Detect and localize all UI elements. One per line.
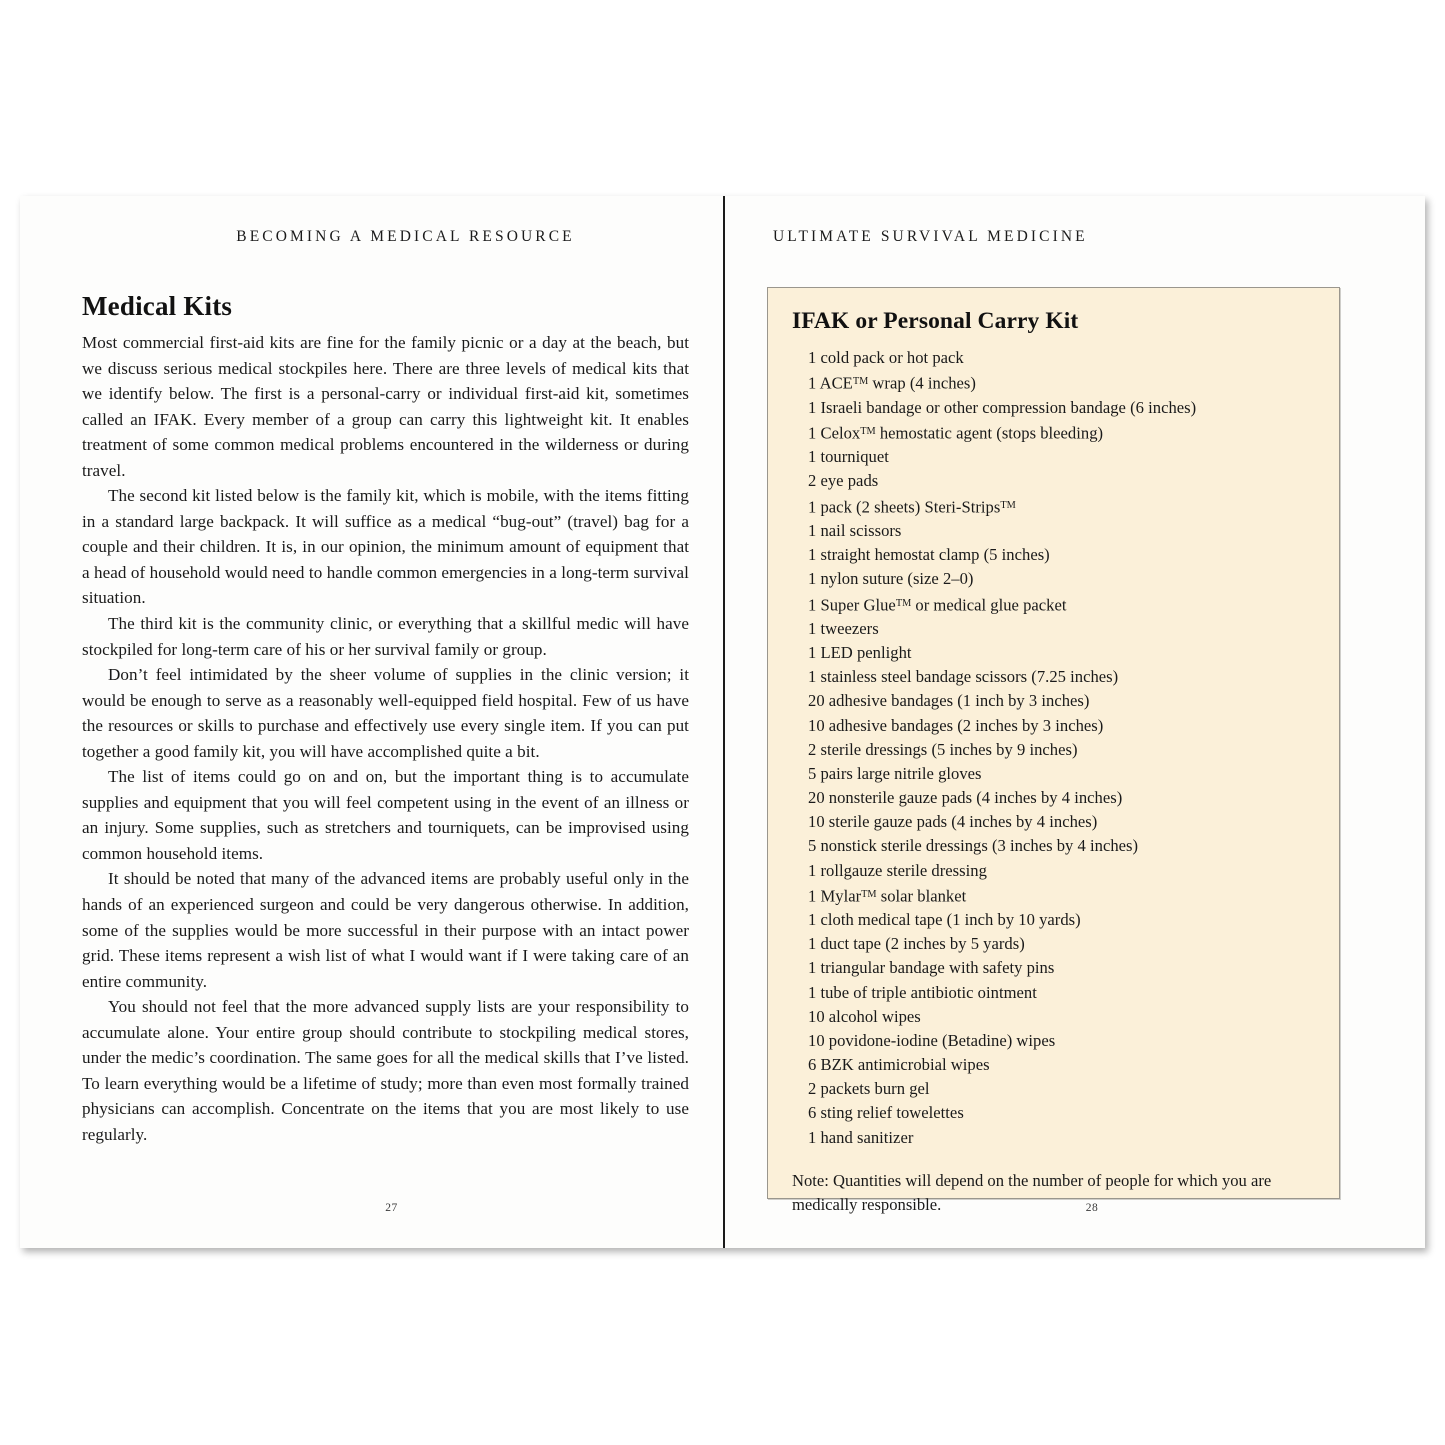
- paragraph-5: The list of items could go on and on, but the important thing is to accumulate supplies and equipment that you will feel competent using in the event of an illness or an injury. Some supplies, such as stretchers and tourniquets, can be improvised using common household items.: [82, 767, 689, 863]
- kit-list-item: 2 eye pads: [808, 471, 879, 491]
- kit-list-item: 1 stainless steel bandage scissors (7.25 inches): [808, 667, 1119, 687]
- paragraph-4: Don’t feel intimidated by the sheer volume of supplies in the clinic version; it would be enough to serve as a reasonably well-equipped field hospital. Few of us have the resources or skills to purchase and effectively use every single item. If you can put together a good family kit, you will have accomplished quite a bit.: [82, 665, 689, 761]
- kit-list-item: 1 pack (2 sheets) Steri-Strips™: [808, 496, 1016, 516]
- kit-list-item: 1 tube of triple antibiotic ointment: [808, 982, 1037, 1002]
- kit-box-title: IFAK or Personal Carry Kit: [792, 308, 1079, 334]
- paragraph-7: You should not feel that the more advanced supply lists are your responsibility to accumulate alone. Your entire group should contribute to stockpiling medical stores, under the medic’s coordination. The same goes for all the medical skills that I’ve listed. To learn everything would be a lifetime of study; more than even most formally trained physicians can accomplish. Concentrate on the items that you are most likely to use regularly.: [82, 997, 689, 1144]
- kit-list-item: 5 nonstick sterile dressings (3 inches by 4 inches): [808, 836, 1139, 856]
- open-book: [20, 196, 1425, 1248]
- folio-left: 27: [385, 1202, 398, 1214]
- kit-list-item: 1 duct tape (2 inches by 5 yards): [808, 934, 1025, 954]
- trademark-symbol: TM: [895, 597, 912, 609]
- kit-list-item: 1 triangular bandage with safety pins: [808, 958, 1055, 978]
- running-head-right: ULTIMATE SURVIVAL MEDICINE: [773, 228, 1088, 245]
- kit-list-item: 1 nylon suture (size 2–0): [808, 569, 974, 589]
- running-head-left: BECOMING A MEDICAL RESOURCE: [236, 228, 575, 245]
- kit-list-item: 6 sting relief towelettes: [808, 1103, 964, 1123]
- page-title: Medical Kits: [82, 291, 233, 321]
- page-right: [723, 196, 1425, 1248]
- kit-list-item: 20 nonsterile gauze pads (4 inches by 4 inches): [808, 788, 1123, 808]
- kit-list-item: 1 Israeli bandage or other compression bandage (6 inches): [808, 397, 1197, 417]
- kit-list-item: 5 pairs large nitrile gloves: [808, 763, 982, 783]
- kit-list-item: 1 rollgauze sterile dressing: [808, 860, 987, 880]
- kit-item-list: [808, 346, 1319, 1150]
- paragraph-2: The second kit listed below is the family kit, which is mobile, with the items fitting in a standard large backpack. It will suffice as a medical “bug-out” (travel) bag for a couple and their children. It is, in our opinion, the minimum amount of equipment that a head of household would need to handle common emergencies in a long-term survival situation.: [82, 486, 689, 608]
- kit-list-item: 2 packets burn gel: [808, 1079, 930, 1099]
- kit-list-item: 1 LED penlight: [808, 643, 912, 663]
- kit-list-item: 1 Mylar™ solar blanket: [808, 886, 967, 905]
- kit-list-item: 2 sterile dressings (5 inches by 9 inches): [808, 739, 1078, 759]
- trademark-symbol: TM: [852, 376, 869, 388]
- kit-list-item: 1 tweezers: [808, 618, 879, 638]
- kit-list-item: 10 povidone-iodine (Betadine) wipes: [808, 1030, 1056, 1050]
- kit-list-item: 10 alcohol wipes: [808, 1006, 921, 1026]
- kit-list-item: 1 nail scissors: [808, 521, 902, 541]
- kit-list-item: 1 cloth medical tape (1 inch by 10 yards): [808, 910, 1081, 930]
- kit-box-note: Note: Quantities will depend on the number of people for which you are medically responsible.: [792, 1170, 1272, 1215]
- kit-list-item: 10 adhesive bandages (2 inches by 3 inches): [808, 715, 1104, 735]
- kit-list-item: 10 sterile gauze pads (4 inches by 4 inches): [808, 812, 1098, 832]
- kit-list-item: 1 cold pack or hot pack: [808, 348, 964, 367]
- paragraph-3: The third kit is the community clinic, or everything that a skillful medic will have stockpiled for long-term care of his or her survival family or group.: [82, 614, 689, 659]
- paragraph-1: Most commercial first-aid kits are fine for the family picnic or a day at the beach, but we discuss serious medical stockpiles here. There are three levels of medical kits that we identify below. The first is a personal-carry or individual first-aid kit, sometimes called an IFAK. Every member of a group can carry this lightweight kit. It enables treatment of some common medical problems encountered in the wilderness or during travel.: [82, 333, 689, 480]
- kit-list-item: 20 adhesive bandages (1 inch by 3 inches): [808, 691, 1090, 711]
- kit-list-item: 1 ACE™ wrap (4 inches): [808, 373, 976, 393]
- folio-right: 28: [1085, 1202, 1099, 1214]
- kit-list-item: 1 Celox™ hemostatic agent (stops bleeding): [808, 423, 1104, 443]
- trademark-symbol: TM: [860, 425, 876, 437]
- kit-list-item: 6 BZK antimicrobial wipes: [808, 1055, 990, 1075]
- trademark-symbol: TM: [1000, 499, 1016, 511]
- trademark-symbol: TM: [861, 888, 877, 900]
- page-left: [20, 196, 723, 1248]
- kit-list-item: 1 Super Glue™ or medical glue packet: [808, 594, 1067, 614]
- kit-list-item: 1 hand sanitizer: [808, 1127, 914, 1147]
- kit-list-item: 1 straight hemostat clamp (5 inches): [808, 545, 1050, 565]
- kit-list-item: 1 tourniquet: [808, 447, 889, 467]
- paragraph-6: It should be noted that many of the advanced items are probably useful only in the hands of an experienced surgeon and could be very dangerous otherwise. In addition, some of the supplies would be more successful in their purpose with an intact power grid. These items represent a wish list of what I would want if I were taking care of an entire community.: [82, 869, 689, 991]
